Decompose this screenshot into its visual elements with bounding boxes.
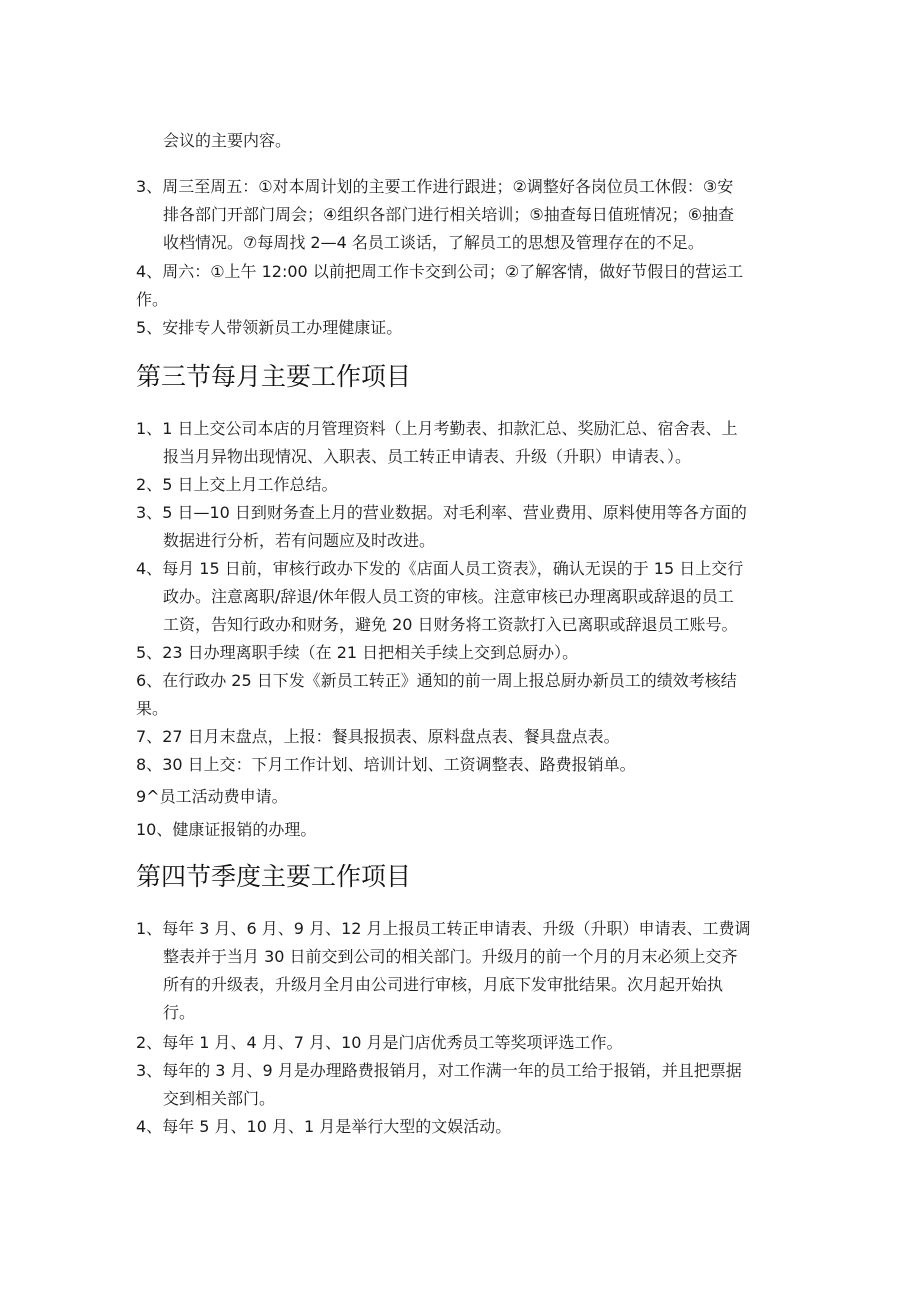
item-number: 10、 xyxy=(136,820,173,839)
s3-item-3-line-2: 数据进行分析，若有问题应及时改进。 xyxy=(163,531,436,550)
item-text: 1 日上交公司本店的月管理资料（上月考勤表、扣款汇总、奖励汇总、宿舍表、上 xyxy=(162,419,738,438)
item-text: 每年的 3 月、9 月是办理路费报销月，对工作满一年的员工给于报销，并且把票据 xyxy=(162,1061,742,1080)
item-number: 6、 xyxy=(136,671,163,690)
s3-item-4-line-2: 政办。注意离职/辞退/休年假人员工资的审核。注意审核已办理离职或辞退的员工 xyxy=(163,587,734,606)
weekly-item-3-line-1 xyxy=(136,172,733,201)
item-text: 周三至周五：①对本周计划的主要工作进行跟进；②调整好各岗位员工休假：③安 xyxy=(162,177,734,196)
item-number: 3、 xyxy=(136,177,163,196)
item-text: 23 日办理离职手续（在 21 日把相关手续上交到总厨办）。 xyxy=(162,643,579,662)
item-text: 30 日上交：下月工作计划、培训计划、工资调整表、路费报销单。 xyxy=(162,755,636,774)
item-number: 2、 xyxy=(136,1033,163,1052)
weekly-item-3-line-2: 排各部门开部门周会；④组织各部门进行相关培训；⑤抽查每日值班情况；⑥抽查 xyxy=(163,205,735,224)
s3-item-6-line-2: 果。 xyxy=(136,699,169,718)
item-text: 每年 3 月、6 月、9 月、12 月上报员工转正申请表、升级（升职）申请表、工费调 xyxy=(162,919,751,938)
s3-item-10-line-1 xyxy=(136,815,316,844)
weekly-item-5-line-1 xyxy=(136,313,402,342)
weekly-item-3-line-3: 收档情况。⑦每周找 2—4 名员工谈话，了解员工的思想及管理存在的不足。 xyxy=(163,233,704,252)
s3-item-1-line-2: 报当月异物出现情况、入职表、员工转正申请表、升级（升职）申请表、）。 xyxy=(163,447,692,466)
s3-item-4-line-3: 工资，告知行政办和财务，避免 20 日财务将工资款打入已离职或辞退员工账号。 xyxy=(163,615,738,634)
s4-item-3-line-1 xyxy=(136,1056,742,1085)
weekly-item-4-line-2: 作。 xyxy=(136,290,169,309)
item-number: 3、 xyxy=(136,1061,163,1080)
item-text: 5 日上交上月工作总结。 xyxy=(162,475,338,494)
item-text: 每年 5 月、10 月、1 月是举行大型的文娱活动。 xyxy=(162,1117,512,1136)
s4-item-1-line-2: 整表并于当月 30 日前交到公司的相关部门。升级月的前一个月的月末必须上交齐 xyxy=(163,947,738,966)
item-number: 5、 xyxy=(136,318,163,337)
section-4-heading: 第四节季度主要工作项目 xyxy=(136,862,412,891)
weekly-item-4-line-1 xyxy=(136,257,743,286)
s3-item-5-line-1 xyxy=(136,638,578,667)
item-text: 5 日—10 日到财务查上月的营业数据。对毛利率、营业费用、原料使用等各方面的 xyxy=(162,503,747,522)
item-text: 周六：①上午 12:00 以前把周工作卡交到公司；②了解客情，做好节假日的营运工 xyxy=(162,262,744,281)
item-text: 每年 1 月、4 月、7 月、10 月是门店优秀员工等奖项评选工作。 xyxy=(162,1033,623,1052)
item-number: 2、 xyxy=(136,475,163,494)
item-text: 每月 15 日前，审核行政办下发的《店面人员工资表》，确认无误的于 15 日上交行 xyxy=(162,559,744,578)
s3-item-2-line-1 xyxy=(136,470,337,499)
item-number: 4、 xyxy=(136,1117,163,1136)
s4-item-2-line-1 xyxy=(136,1028,623,1057)
item-number: 1、 xyxy=(136,919,163,938)
item-text: 安排专人带领新员工办理健康证。 xyxy=(162,318,403,337)
s4-item-4-line-1 xyxy=(136,1112,511,1141)
item-number: 9^ xyxy=(136,787,160,806)
item-number: 5、 xyxy=(136,643,163,662)
s3-item-4-line-1 xyxy=(136,554,743,583)
s3-item-1-line-1 xyxy=(136,414,737,443)
item-text: 在行政办 25 日下发《新员工转正》通知的前一周上报总厨办新员工的绩效考核结 xyxy=(162,671,737,690)
item-text: 员工活动费申请。 xyxy=(159,787,288,806)
item-number: 1、 xyxy=(136,419,163,438)
item-number: 7、 xyxy=(136,727,163,746)
s4-item-1-line-1 xyxy=(136,914,751,943)
s3-item-7-line-1 xyxy=(136,722,620,751)
item-number: 3、 xyxy=(136,503,163,522)
item-number: 4、 xyxy=(136,262,163,281)
s3-item-6-line-1 xyxy=(136,666,737,695)
s4-item-3-line-2: 交到相关部门。 xyxy=(163,1089,276,1108)
item-text: 27 日月末盘点，上报：餐具报损表、原料盘点表、餐具盘点表。 xyxy=(162,727,620,746)
s3-item-9-line-1 xyxy=(136,782,288,811)
s3-item-3-line-1 xyxy=(136,498,747,527)
item-text: 健康证报销的办理。 xyxy=(172,820,317,839)
item-number: 8、 xyxy=(136,755,163,774)
s4-item-1-line-4: 行。 xyxy=(163,1003,196,1022)
continuation-text: 会议的主要内容。 xyxy=(163,131,292,150)
s4-item-1-line-3: 所有的升级表，升级月全月由公司进行审核，月底下发审批结果。次月起开始执 xyxy=(163,975,724,994)
section-3-heading: 第三节每月主要工作项目 xyxy=(136,362,412,391)
item-number: 4、 xyxy=(136,559,163,578)
s3-item-8-line-1 xyxy=(136,750,636,779)
